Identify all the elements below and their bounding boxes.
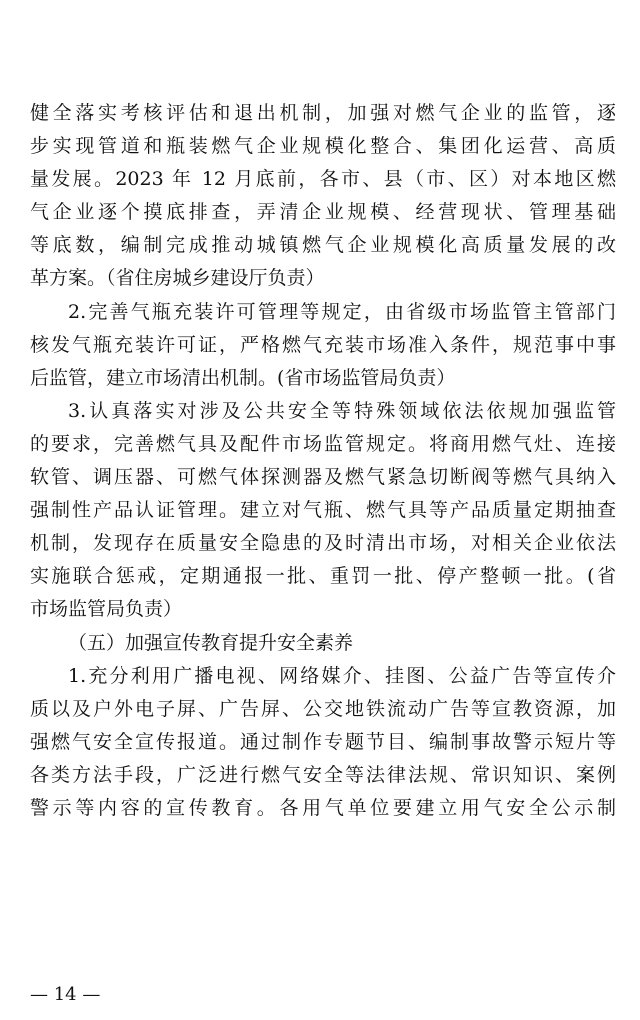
body-text [30,97,616,825]
text-line: 的要求，完善燃气具及配件市场监管规定。将商用燃气灶、连接 [30,432,616,455]
page-number: — 14 — [30,984,101,1005]
text-line: 后监管，建立市场清出机制。(省市场监管局负责） [30,366,456,389]
text-line: 质以及户外电子屏、广告屏、公交地铁流动广告等宣教资源，加 [30,697,616,720]
text-line: 等底数，编制完成推动城镇燃气企业规模化高质量发展的改 [30,234,616,257]
section-heading: （五）加强宣传教育提升安全素养 [68,631,354,654]
text-line: 核发气瓶充装许可证，严格燃气充装市场准入条件，规范事中事 [30,333,616,356]
text-line: 各类方法手段，广泛进行燃气安全等法律法规、常识知识、案例 [30,763,616,786]
paragraph-start: 3.认真落实对涉及公共安全等特殊领域依法依规加强监管 [68,399,616,422]
text-line: 机制，发现存在质量安全隐患的及时清出市场，对相关企业依法 [30,532,616,555]
text-line: 健全落实考核评估和退出机制，加强对燃气企业的监管，逐 [30,102,616,124]
paragraph-start: 2.完善气瓶充装许可管理等规定，由省级市场监管主管部门 [68,300,616,323]
paragraph-start: 1.充分利用广播电视、网络媒介、挂图、公益广告等宣传介 [68,664,616,687]
text-line: 强燃气安全宣传报道。通过制作专题节目、编制事故警示短片等 [30,730,616,753]
text-line: 强制性产品认证管理。建立对气瓶、燃气具等产品质量定期抽查 [30,499,616,522]
text-line: 步实现管道和瓶装燃气企业规模化整合、集团化运营、高质 [30,135,616,158]
text-line: 量发展。2023 年 12 月底前，各市、县（市、区）对本地区燃 [30,168,616,191]
text-line: 实施联合惩戒，定期通报一批、重罚一批、停产整顿一批。(省 [30,565,616,588]
text-line: 革方案。（省住房城乡建设厅负责） [30,267,325,290]
text-line: 软管、调压器、可燃气体探测器及燃气紧急切断阀等燃气具纳入 [30,466,616,489]
text-line: 气企业逐个摸底排查，弄清企业规模、经营现状、管理基础 [30,201,616,224]
text-line: 市场监管局负责） [30,598,183,621]
text-line: 警示等内容的宣传教育。各用气单位要建立用气安全公示制 [30,796,616,819]
